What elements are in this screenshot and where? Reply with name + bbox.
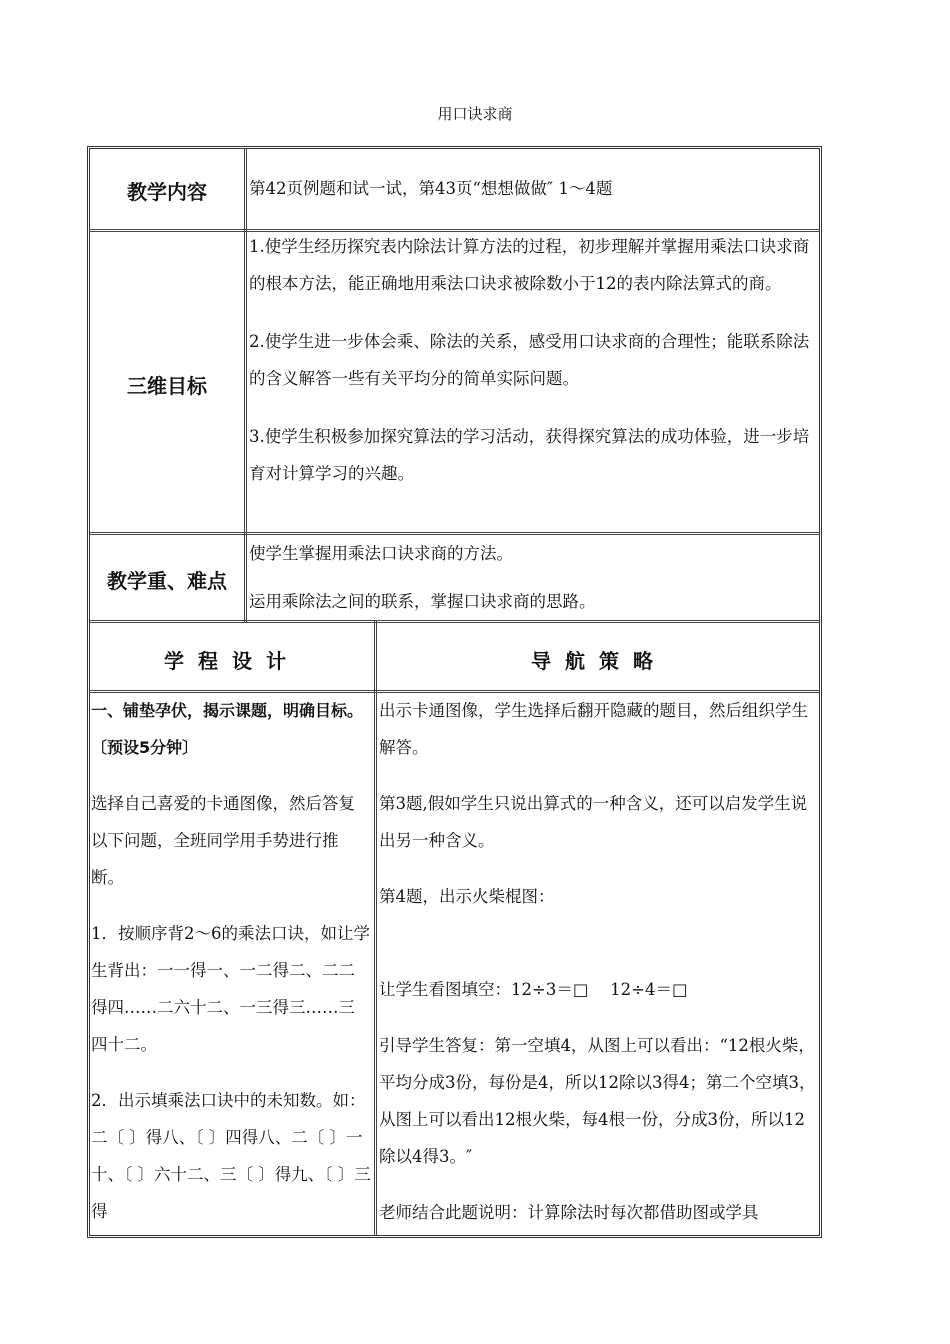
key-point-1: 使学生掌握用乘法口诀求商的方法。 [249,544,513,563]
key-point-2: 运用乘除法之间的联系，掌握口诀求商的思路。 [249,592,596,611]
content-text: 第42页例题和试一试，第43页“想想做做″ 1～4题 [249,179,613,198]
goal-item-3: 3.使学生积极参加探究算法的学习活动，获得探究算法的成功体验，进一步培育对计算学习的兴趣。 [249,427,810,483]
right-paragraph-6: 老师结合此题说明：计算除法时每次都借助图或学具 [379,1203,759,1222]
left-column-body [91,692,371,1234]
content-label: 教学内容 [127,180,207,204]
key-points-list [249,537,819,619]
goals-label: 三维目标 [127,374,207,398]
goals-list [249,228,819,492]
right-column-body [379,692,819,1234]
right-column-header: 导航策略 [531,649,667,673]
right-paragraph-2: 第3题,假如学生只说出算式的一种含义，还可以启发学生说出另一种含义。 [379,794,808,850]
left-paragraph-3: 2．出示填乘法口诀中的未知数。如：二〔 〕得八、〔 〕四得八、二〔 〕一十、〔 〕六十二、三〔 〕得九、〔 〕三得 [91,1091,371,1221]
right-paragraph-4: 让学生看图填空：12÷3＝□ 12÷4＝□ [379,980,688,999]
left-paragraph-1: 选择自己喜爱的卡通图像，然后答复以下问题，全班同学用手势进行推断。 [91,794,355,887]
key-points-label: 教学重、难点 [107,569,227,593]
right-paragraph-1: 出示卡通图像，学生选择后翻开隐藏的题目，然后组织学生解答。 [379,701,808,757]
page-title: 用口诀求商 [437,105,513,123]
goal-item-2: 2.使学生进一步体会乘、除法的关系，感受用口诀求商的合理性；能联系除法的含义解答一些有关平均分的简单实际问题。 [249,332,810,388]
right-paragraph-5: 引导学生答复：第一空填4，从图上可以看出：“12根火柴，平均分成3份，每份是4，所以12除以3得4；第二个空填3，从图上可以看出12根火柴，每4根一份，分成3份，所以12除以4得3。″ [379,1036,816,1166]
label-column-divider [244,148,247,622]
row-divider-3 [89,620,820,623]
left-paragraph-2: 1．按顺序背2～6的乘法口诀，如让学生背出：一一得一、一二得二、二二得四……二六十二、一三得三……三四十二。 [91,924,370,1054]
left-column-header: 学程设计 [164,649,300,673]
section-title: 一、铺垫孕伏，揭示课题，明确目标。〔预设5分钟〕 [91,701,364,757]
right-paragraph-3: 第4题，出示火柴棍图： [379,887,555,906]
row-divider-2 [89,532,820,535]
column-divider [374,620,377,1236]
goal-item-1: 1.使学生经历探究表内除法计算方法的过程，初步理解并掌握用乘法口诀求商的根本方法，能正确地用乘法口诀求被除数小于12的表内除法算式的商。 [249,237,810,293]
